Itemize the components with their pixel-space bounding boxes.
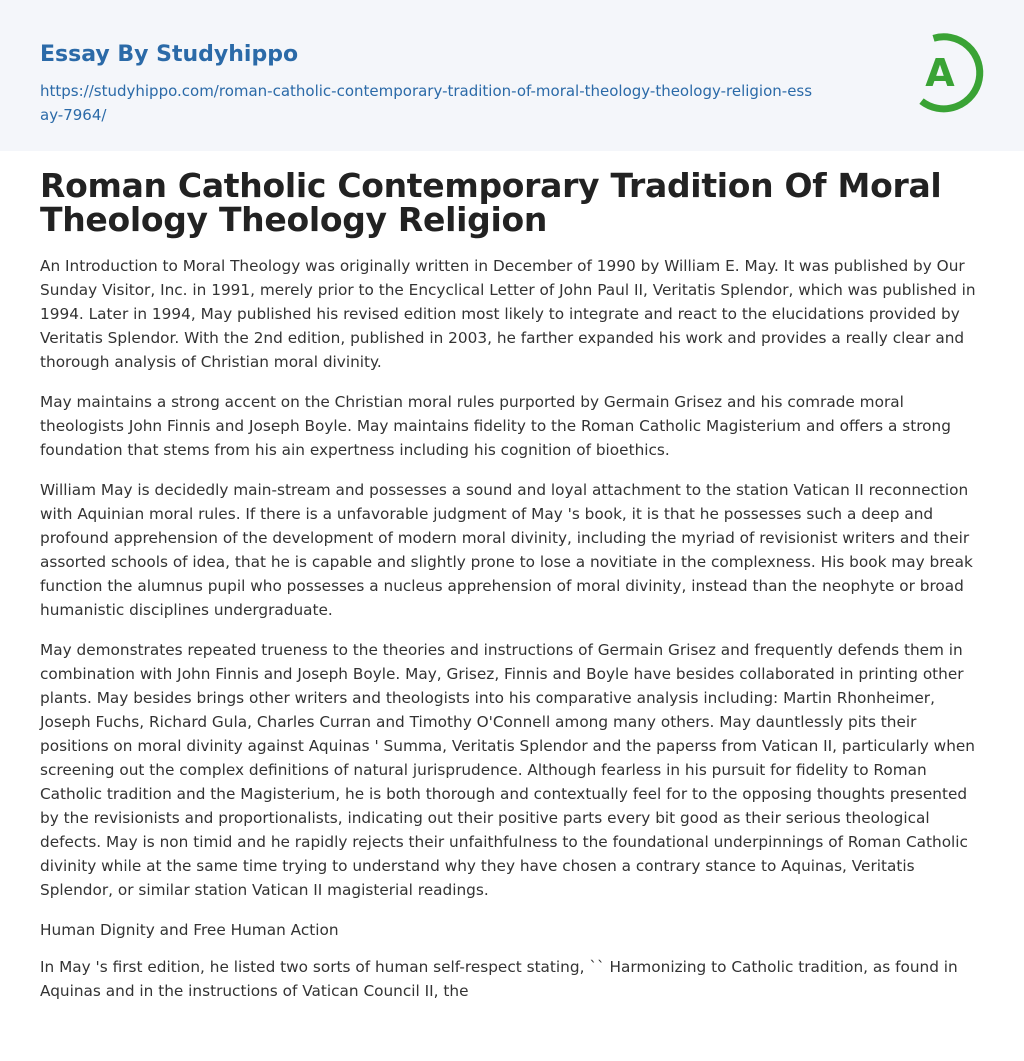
- essay-url-link[interactable]: https://studyhippo.com/roman-catholic-contemporary-tradition-of-moral-theology-theology-religion-essay-7964/: [40, 82, 813, 124]
- grade-a-logo-icon[interactable]: [910, 28, 988, 118]
- logo-letter: A: [925, 51, 955, 95]
- site-brand[interactable]: Essay By Studyhippo: [40, 42, 299, 67]
- article-body: [0, 151, 1024, 1003]
- article-paragraph: An Introduction to Moral Theology was originally written in December of 1990 by William E. May. It was published by Our Sunday Visitor, Inc. in 1991, merely prior to the Encyclical Letter of John Paul II, Veritatis Splendor, which was published in 1994. Later in 1994, May published his revised edition most likely to integrate and react to the elucidations provided by Veritatis Splendor. With the 2nd edition, published in 2003, he farther expanded his work and provides a really clear and thorough analysis of Christian moral divinity.: [40, 257, 976, 371]
- article-paragraph-truncated: In May 's first edition, he listed two sorts of human self-respect stating, `` Harmonizing to Catholic tradition, as found in Aquinas and in the instructions of Vatican Council II, the: [40, 958, 958, 1000]
- article-paragraph: May maintains a strong accent on the Christian moral rules purported by Germain Grisez and his comrade moral theologists John Finnis and Joseph Boyle. May maintains fidelity to the Roman Catholic Magisterium and offers a strong foundation that stems from his ain expertness including his cognition of bioethics.: [40, 393, 951, 459]
- logo-graphic: [910, 28, 988, 118]
- article-paragraph: William May is decidedly main-stream and possesses a sound and loyal attachment to the station Vatican II reconnection with Aquinian moral rules. If there is a unfavorable judgment of May 's book, it is that he possesses such a deep and profound apprehension of the development of modern moral divinity, including the myriad of revisionist writers and their assorted schools of idea, that he is capable and slightly prone to lose a novitiate in the complexness. His book may break function the alumnus pupil who possesses a nucleus apprehension of moral divinity, instead than the neophyte or broad humanistic disciplines undergraduate.: [40, 481, 973, 619]
- section-heading: Human Dignity and Free Human Action: [40, 921, 339, 939]
- article-title: Roman Catholic Contemporary Tradition Of Moral Theology Theology Religion: [40, 166, 942, 239]
- site-header: [0, 0, 1024, 151]
- article-paragraph: May demonstrates repeated trueness to the theories and instructions of Germain Grisez and frequently defends them in combination with John Finnis and Joseph Boyle. May, Grisez, Finnis and Boyle have besides collaborated in printing other plants. May besides brings other writers and theologists into his comparative analysis including: Martin Rhonheimer, Joseph Fuchs, Richard Gula, Charles Curran and Timothy O'Connell among many others. May dauntlessly pits their positions on moral divinity against Aquinas ' Summa, Veritatis Splendor and the paperss from Vatican II, particularly when screening out the complex definitions of natural jurisprudence. Although fearless in his pursuit for fidelity to Roman Catholic tradition and the Magisterium, he is both thorough and contextually feel for to the opposing thoughts presented by the revisionists and proportionalists, indicating out their positive parts every bit good as their serious theological defects. May is non timid and he rapidly rejects their unfaithfulness to the foundational underpinnings of Roman Catholic divinity while at the same time trying to understand why they have chosen a contrary stance to Aquinas, Veritatis Splendor, or similar station Vatican II magisterial readings.: [40, 641, 975, 899]
